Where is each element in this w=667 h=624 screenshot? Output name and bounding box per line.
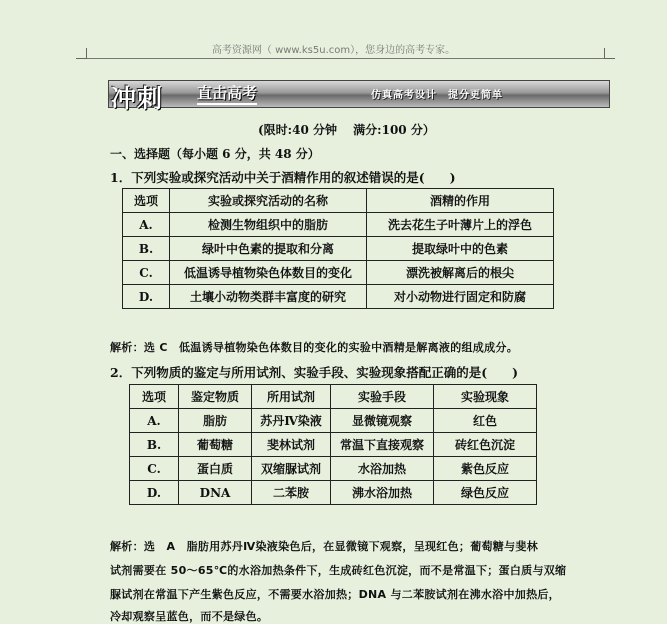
time-score-info: (限时:40 分钟 满分:100 分） <box>258 123 435 137</box>
table-cell: 土壤小动物类群丰富度的研究 <box>170 285 367 309</box>
table-cell: 砖红色沉淀 <box>434 433 537 457</box>
q2-analysis-line-2: 试剂需要在 50～65℃的水浴加热条件下，生成砖红色沉淀，而不是常温下；蛋白质与双缩 <box>110 564 567 577</box>
table-cell: 斐林试剂 <box>252 433 331 457</box>
header-rule <box>86 58 606 59</box>
site-header-text: 高考资源网（ www.ks5u.com），您身边的高考专家。 <box>211 45 456 56</box>
table-cell: 蛋白质 <box>179 457 252 481</box>
table-cell: C. <box>123 261 170 285</box>
header-cell: 选项 <box>130 385 179 409</box>
section-heading: 一、选择题（每小题 6 分，共 48 分） <box>110 147 320 161</box>
header-cell: 鉴定物质 <box>179 385 252 409</box>
header-cell: 选项 <box>123 189 170 213</box>
table-cell: 沸水浴加热 <box>331 481 434 505</box>
table-row <box>123 237 554 261</box>
table-header-row <box>130 385 537 409</box>
table-row <box>123 213 554 237</box>
table-cell: 紫色反应 <box>434 457 537 481</box>
header-cell: 所用试剂 <box>252 385 331 409</box>
table-cell: A. <box>130 409 179 433</box>
q2-analysis-line-3: 脲试剂在常温下产生紫色反应，不需要水浴加热；DNA 与二苯胺试剂在沸水浴中加热后， <box>110 588 560 601</box>
table-cell: 双缩脲试剂 <box>252 457 331 481</box>
table-header-row <box>123 189 554 213</box>
header-cell: 实验或探究活动的名称 <box>170 189 367 213</box>
banner-logo: 冲刺 <box>111 84 164 113</box>
section-banner <box>108 80 610 113</box>
table-cell: C. <box>130 457 179 481</box>
table-row <box>130 409 537 433</box>
q2-table <box>129 384 537 505</box>
table-cell: 二苯胺 <box>252 481 331 505</box>
q2-analysis-line-1: 解析：选 A 脂肪用苏丹Ⅳ染液染色后，在显微镜下观察，呈现红色；葡萄糖与斐林 <box>110 540 538 553</box>
table-cell: D. <box>123 285 170 309</box>
table-row <box>130 457 537 481</box>
table-cell: 红色 <box>434 409 537 433</box>
banner-title: 直击高考 <box>197 82 257 105</box>
table-cell: 低温诱导植物染色体数目的变化 <box>170 261 367 285</box>
table-cell: 漂洗被解离后的根尖 <box>367 261 554 285</box>
banner-slogan: 仿真高考设计 提分更简单 <box>371 90 503 101</box>
table-cell: 常温下直接观察 <box>331 433 434 457</box>
table-cell: A. <box>123 213 170 237</box>
table-row <box>130 433 537 457</box>
table-cell: 洗去花生子叶薄片上的浮色 <box>367 213 554 237</box>
table-cell: 对小动物进行固定和防腐 <box>367 285 554 309</box>
table-cell: B. <box>123 237 170 261</box>
corner-mark-right <box>604 48 615 59</box>
table-cell: DNA <box>179 481 252 505</box>
table-cell: B. <box>130 433 179 457</box>
q1-table <box>122 188 554 309</box>
table-cell: 葡萄糖 <box>179 433 252 457</box>
q1-analysis: 解析：选 C 低温诱导植物染色体数目的变化的实验中酒精是解离液的组成成分。 <box>110 341 518 354</box>
table-row <box>123 261 554 285</box>
corner-mark-left <box>76 48 87 59</box>
q2-stem: 2．下列物质的鉴定与所用试剂、实验手段、实验现象搭配正确的是( ) <box>110 365 519 380</box>
header-cell: 实验手段 <box>331 385 434 409</box>
q2-analysis-line-4: 冷却观察呈蓝色，而不是绿色。 <box>110 610 269 623</box>
table-cell: 苏丹Ⅳ染液 <box>252 409 331 433</box>
q1-stem: 1．下列实验或探究活动中关于酒精作用的叙述错误的是( ) <box>110 170 456 185</box>
table-cell: 检测生物组织中的脂肪 <box>170 213 367 237</box>
table-cell: 水浴加热 <box>331 457 434 481</box>
table-cell: 绿叶中色素的提取和分离 <box>170 237 367 261</box>
header-cell: 酒精的作用 <box>367 189 554 213</box>
table-cell: 绿色反应 <box>434 481 537 505</box>
table-cell: D. <box>130 481 179 505</box>
table-row <box>123 285 554 309</box>
table-cell: 显微镜观察 <box>331 409 434 433</box>
table-cell: 脂肪 <box>179 409 252 433</box>
header-cell: 实验现象 <box>434 385 537 409</box>
table-row <box>130 481 537 505</box>
table-cell: 提取绿叶中的色素 <box>367 237 554 261</box>
